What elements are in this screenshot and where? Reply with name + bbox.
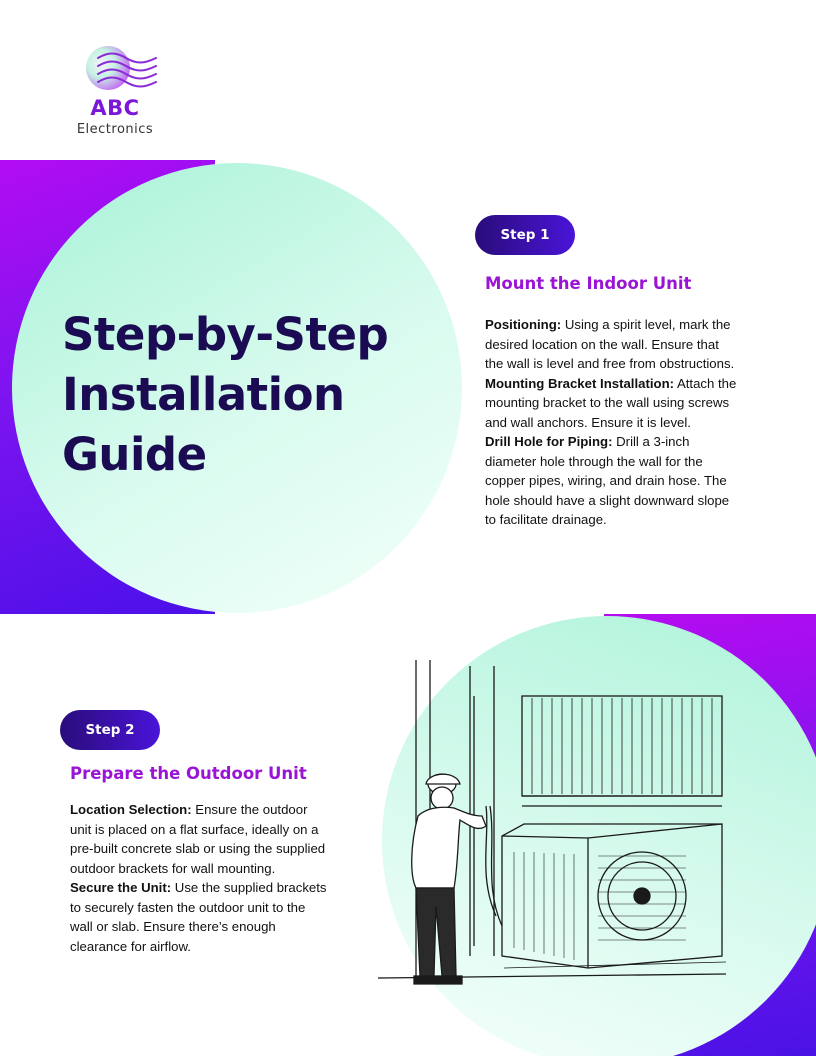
- step-1-item: Positioning: Using a spirit level, mark the desired location on the wall. Ensure that the wall is level and free from obstructions.: [485, 317, 735, 371]
- step-1-heading: Mount the Indoor Unit: [485, 274, 692, 293]
- step-2-badge: Step 2: [60, 710, 160, 750]
- brand-subtitle: Electronics: [76, 122, 154, 137]
- wave-logo-icon: [78, 40, 152, 96]
- step-2-item: Location Selection: Ensure the outdoor unit is placed on a flat surface, ideally on a pre-built concrete slab or using the supplied outdoor brackets for wall mounting.: [70, 802, 326, 876]
- step-1-badge: Step 1: [475, 215, 575, 255]
- step-1-item: Mounting Bracket Installation: Attach the mounting bracket to the wall using screws and wall anchors. Ensure it is level.: [485, 375, 737, 430]
- step-1-body: [485, 315, 740, 530]
- step-2-body: [70, 800, 328, 956]
- brand-logo: [70, 40, 160, 137]
- page-title: Step-by-Step Installation Guide: [62, 308, 389, 481]
- step-1-item: Drill Hole for Piping: Drill a 3-inch diameter hole through the wall for the copper pipes, wiring, and drain hose. The hole should have a slight downward slope to facilitate drainage.: [485, 434, 730, 527]
- technician-installing-ac-illustration: [374, 656, 734, 996]
- brand-name: ABC: [90, 96, 140, 120]
- step-2-heading: Prepare the Outdoor Unit: [70, 764, 307, 783]
- step-2-item: Secure the Unit: Use the supplied brackets to securely fasten the outdoor unit to the wall or slab. Ensure there’s enough clearance for airflow.: [70, 880, 327, 954]
